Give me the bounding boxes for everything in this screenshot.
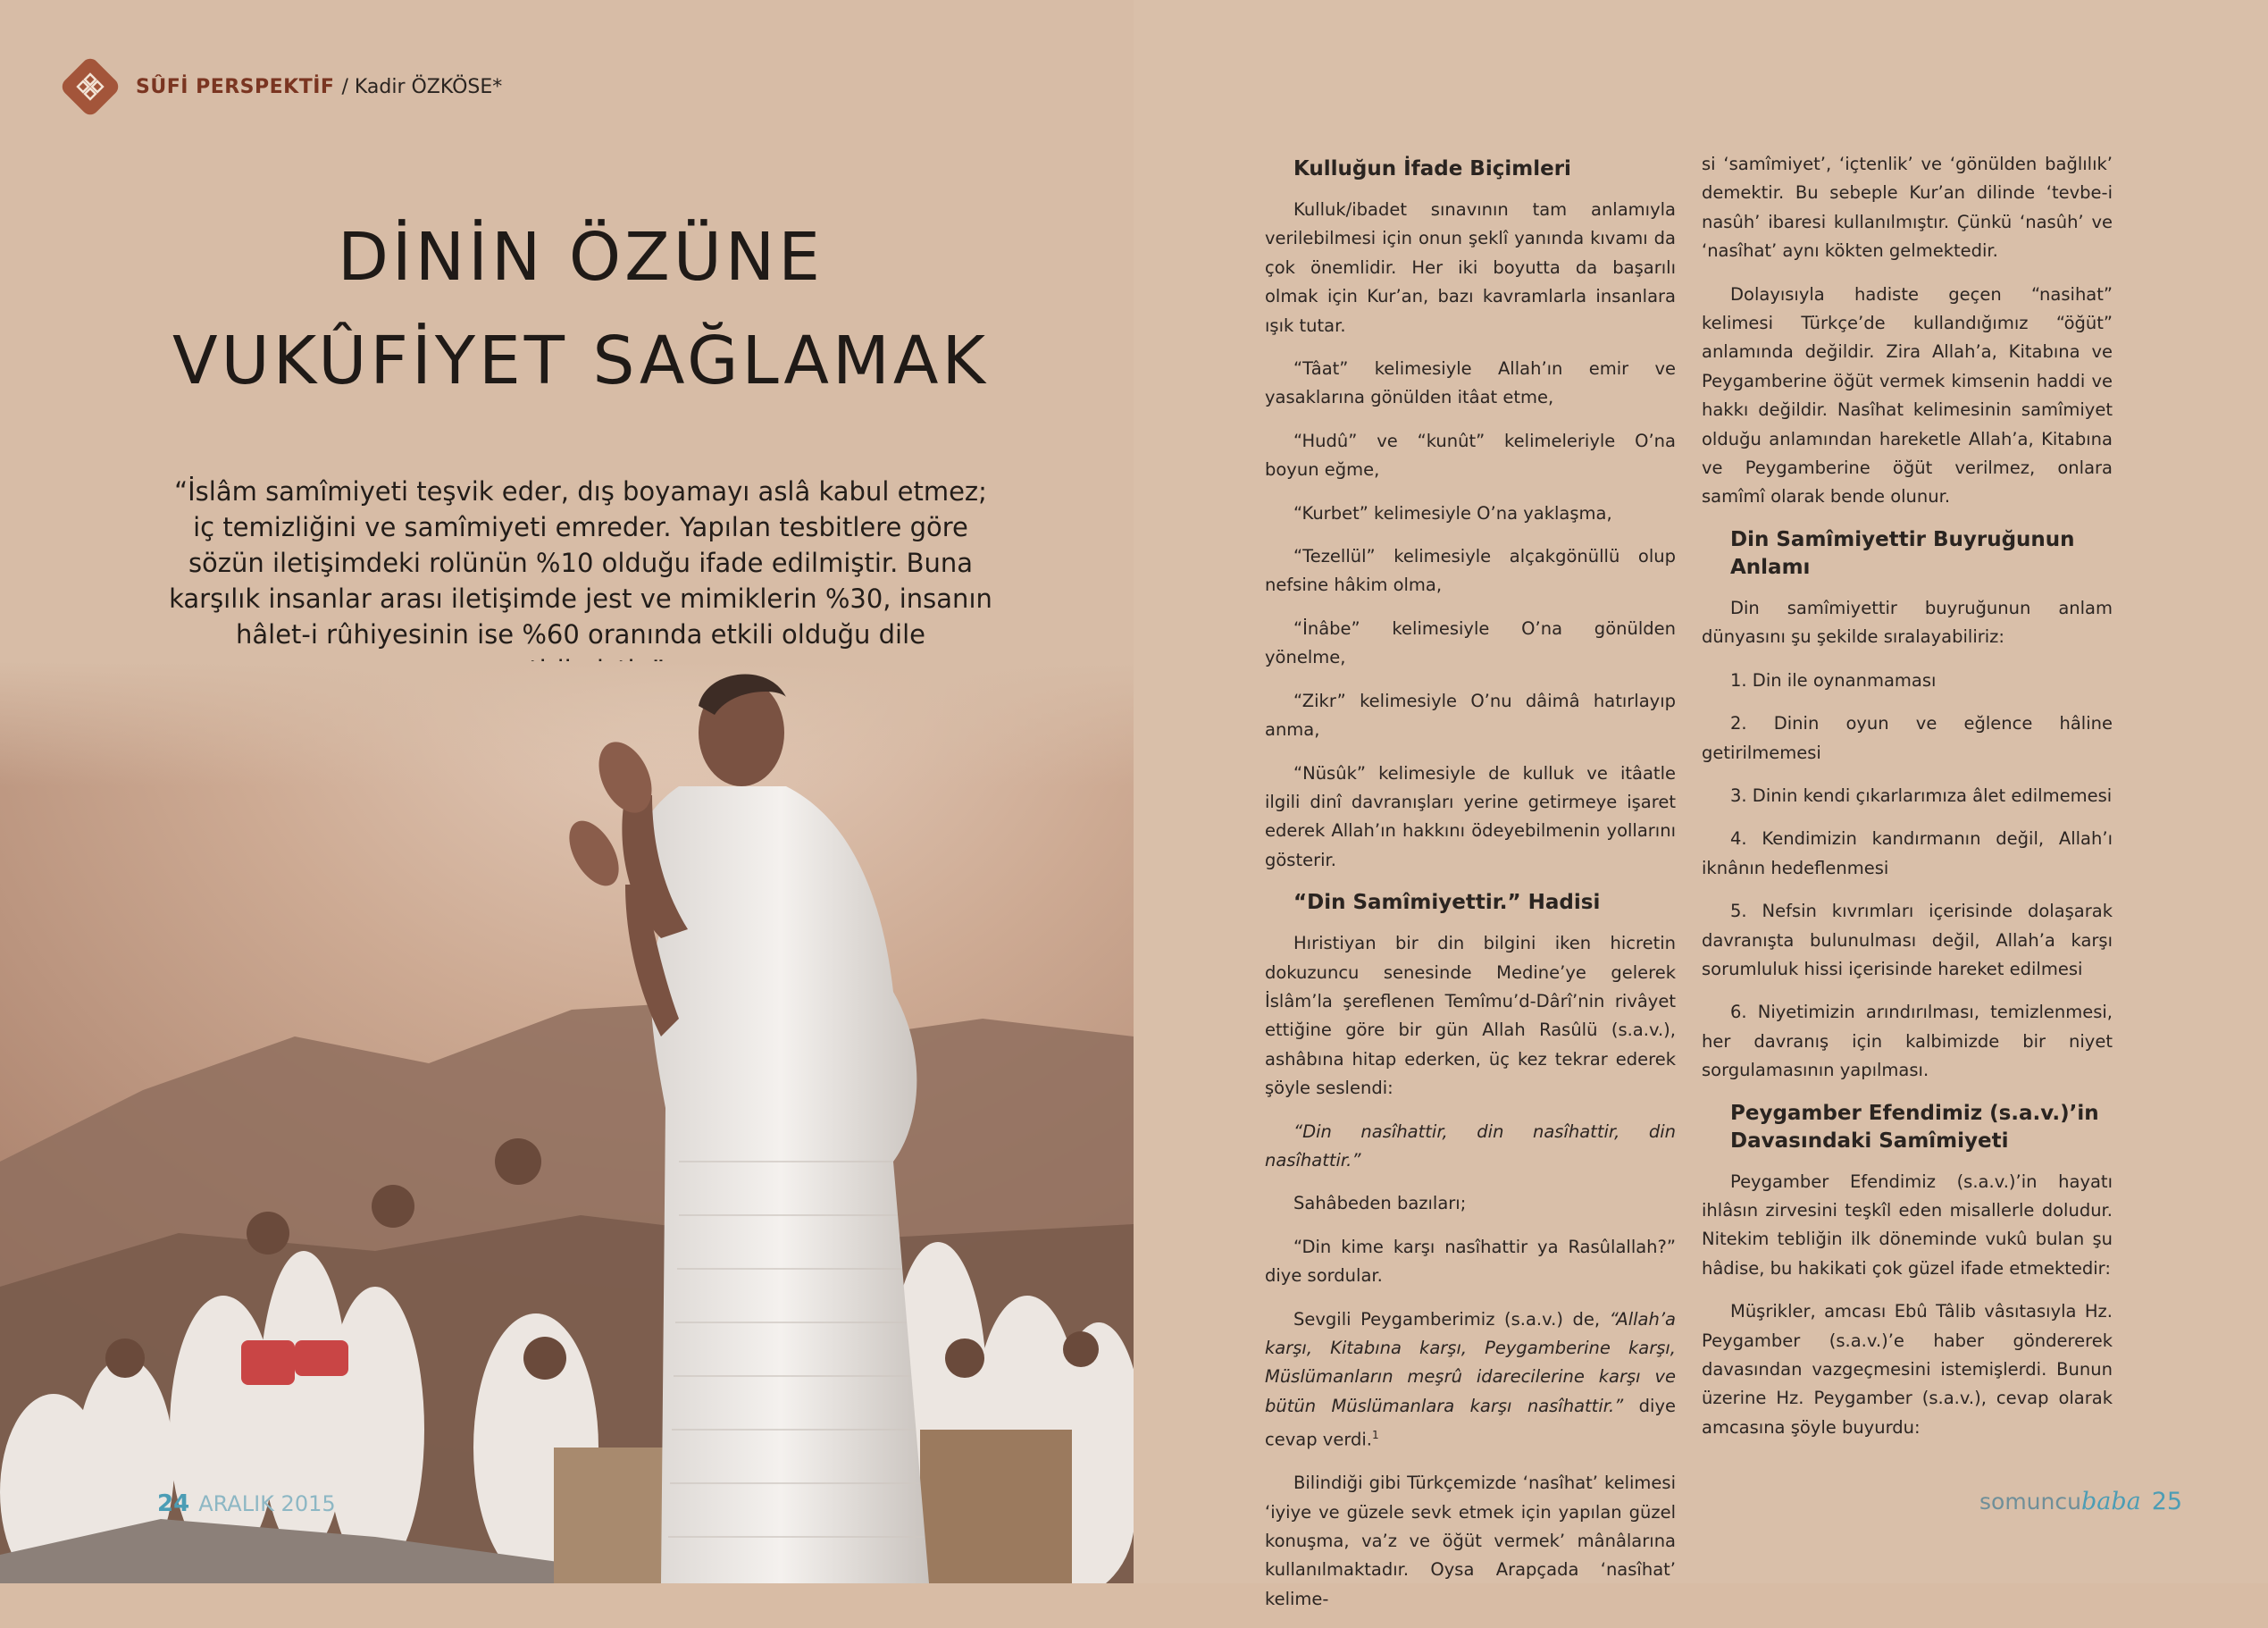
- sufi-logo-icon: [59, 55, 122, 119]
- title-line-1: DİNİN ÖZÜNE: [337, 219, 824, 296]
- heading-hadis: “Din Samîmiyettir.” Hadisi: [1293, 891, 1601, 915]
- text-run: Sevgili Peygamberimiz (s.a.v.) de,: [1293, 1308, 1610, 1330]
- heading-peygamber: Peygamber Efendimiz (s.a.v.)’in Davasındaki Samîmiyeti: [1730, 1101, 2099, 1153]
- paragraph: “Din kime karşı nasîhattir ya Rasûlallah?” diye sordular.: [1265, 1236, 1676, 1287]
- paragraph-quote: [1265, 1118, 1676, 1176]
- list-item: 5. Nefsin kıvrımları içerisinde dolaşarak davranışta bulunulması değil, Allah’a karşı sorumluluk hissi içerisinde hareket edilmesi: [1702, 901, 2113, 979]
- paragraph: Din samîmiyettir buyruğunun anlam dünyasını şu şekilde sıralayabiliriz:: [1702, 597, 2113, 648]
- issue-date: ARALIK 2015: [198, 1491, 336, 1516]
- paragraph: “İnâbe” kelimesiyle O’na gönülden yönelme,: [1265, 617, 1676, 668]
- magazine-name-part-1: somuncu: [1979, 1489, 2081, 1515]
- text-run: diye cevap verdi.: [1265, 1395, 1676, 1450]
- paragraph: “Tezellül” kelimesiyle alçakgönüllü olup nefsine hâkim olma,: [1265, 546, 1676, 596]
- hadith-answer: “Allah’a karşı, Kitabına karşı, Peygamberine karşı, Müslümanların meşrû idarecilerine karşı ve bütün Müslümanlara karşı nasîhattir.”: [1265, 1308, 1676, 1416]
- article-title: [125, 206, 1036, 413]
- page-header: [59, 55, 502, 118]
- right-page-number: 25: [2151, 1488, 2183, 1515]
- paragraph: Dolayısıyla hadiste geçen “nasihat” kelimesi Türkçe’de kullandığımız “öğüt” anlamında değildir. Zira Allah’a, Kitabına ve Peygamberine öğüt vermek kimsenin haddi ve hakkı değildir. Nasîhat kelimesinin samîmiyet olduğu anlamından hareketle Allah’a, Kitabına ve Peygamberine öğüt verilmez, onlara samîmî olarak bende olunur.: [1702, 283, 2113, 508]
- left-folio: [157, 1490, 336, 1517]
- pull-quote: “İslâm samîmiyeti teşvik eder, dış boyamayı aslâ kabul etmez; iç temizliğini ve samîmiyeti emreder. Yapılan tesbitlere göre sözün iletişimdeki rolünün %10 olduğu ifade edilmiştir. Buna karşılık insanlar arası iletişimde jest ve mimiklerin %30, insanın hâlet-i rûhiyesinin ise %60 oranında etkili olduğu dile: [169, 476, 992, 650]
- heading-din-samimiyettir: Din Samîmiyettir Buyruğunun Anlamı: [1730, 527, 2075, 579]
- list-item: 3. Dinin kendi çıkarlarımıza âlet edilmemesi: [1730, 785, 2113, 806]
- pilgrim-photo: [0, 661, 1134, 1583]
- list-item: 4. Kendimizin kandırmanın değil, Allah’ı iknânın hedeflenmesi: [1702, 828, 2113, 878]
- paragraph: Kulluk/ibadet sınavının tam anlamıyla verilebilmesi için onun şeklî yanında kıvamı da çok önemlidir. Her iki boyutta da başarılı olmak için Kur’an, bazı kavramlarla insanlara ışık tutar.: [1265, 199, 1676, 336]
- list-item: 2. Dinin oyun ve eğlence hâline getirilmemesi: [1702, 713, 2113, 763]
- paragraph: si ‘samîmiyet’, ‘içtenlik’ ve ‘gönülden bağlılık’ demektir. Bu sebeple Kur’an dilinde ‘tevbe-i nasûh’ ibaresi kullanılmıştır. Çünkü ‘nasûh’ ve ‘nasîhat’ aynı kökten gelmektedir.: [1702, 154, 2113, 262]
- heading-kulluk: Kulluğun İfade Biçimleri: [1293, 157, 1571, 180]
- paragraph: Bilindiği gibi Türkçemizde ‘nasîhat’ kelimesi ‘iyiye ve güzele sevk etmek için yapılan güzel konuşma, va’z ve öğüt vermek’ mânâlarına kullanılmaktadır. Oysa Arapçada ‘nasîhat’ kelime-: [1265, 1473, 1676, 1609]
- paragraph: Hıristiyan bir din bilgini iken hicretin dokuzuncu senesinde Medine’ye gelerek İslâm’la şereflenen Temîmu’d-Dârî’nin rivâyet ettiğine göre bir gün Allah Rasûlü (s.a.v.), ashâbına hitap ederken, üç kez tekrar ederek şöyle seslendi:: [1265, 933, 1676, 1099]
- paragraph: [1265, 1305, 1676, 1456]
- paragraph: “Nüsûk” kelimesiyle de kulluk ve itâatle ilgili dinî davranışları yerine getirmeye işaret ederek Allah’ın hakkını ödeyebilmenin yollarını gösterir.: [1265, 762, 1676, 870]
- left-page-number: 24: [157, 1490, 190, 1517]
- section-name: SÛFİ PERSPEKTİF: [136, 75, 335, 98]
- right-page: [1134, 0, 2268, 1609]
- paragraph: “Kurbet” kelimesiyle O’na yaklaşma,: [1293, 502, 1612, 524]
- footnote-ref: 1: [1372, 1429, 1379, 1442]
- paragraph: Peygamber Efendimiz (s.a.v.)’in hayatı ihlâsın zirvesini teşkîl eden misallerle doludur. Nitekim tebliğin ilk döneminde vukû bulan şu hâdise, bu hakikati çok güzel ifade etmektedir:: [1702, 1171, 2113, 1279]
- article-column-2: [1702, 150, 2113, 1456]
- paragraph: Müşrikler, amcası Ebû Tâlib vâsıtasıyla Hz. Peygamber (s.a.v.)’e haber göndererek davasından vazgeçmesini istemişlerdi. Bunun üzerine Hz. Peygamber (s.a.v.), cevap olarak amcasına şöyle buyurdu:: [1702, 1301, 2113, 1438]
- left-page: [0, 0, 1134, 1583]
- magazine-name-part-2: baba: [2080, 1488, 2141, 1515]
- paragraph: Sahâbeden bazıları;: [1293, 1193, 1467, 1214]
- author-name: / Kadir ÖZKÖSE*: [341, 75, 503, 98]
- title-line-2: VUKÛFİYET SAĞLAMAK: [172, 323, 990, 399]
- right-folio: [1979, 1488, 2182, 1515]
- paragraph: “Tâat” kelimesiyle Allah’ın emir ve yasaklarına gönülden itâat etme,: [1265, 358, 1676, 408]
- article-column-1: [1265, 150, 1676, 1628]
- hadith-quote: “Din nasîhattir, din nasîhattir, din nasîhattir.”: [1265, 1120, 1676, 1171]
- list-item: 6. Niyetimizin arındırılması, temizlenmesi, her davranış için kalbimizde bir niyet sorgulamasının yapılması.: [1702, 1002, 2113, 1081]
- paragraph: “Zikr” kelimesiyle O’nu dâimâ hatırlayıp anma,: [1265, 690, 1676, 741]
- list-item: 1. Din ile oynanmaması: [1730, 669, 1937, 691]
- paragraph: “Hudû” ve “kunût” kelimeleriyle O’na boyun eğme,: [1265, 430, 1676, 481]
